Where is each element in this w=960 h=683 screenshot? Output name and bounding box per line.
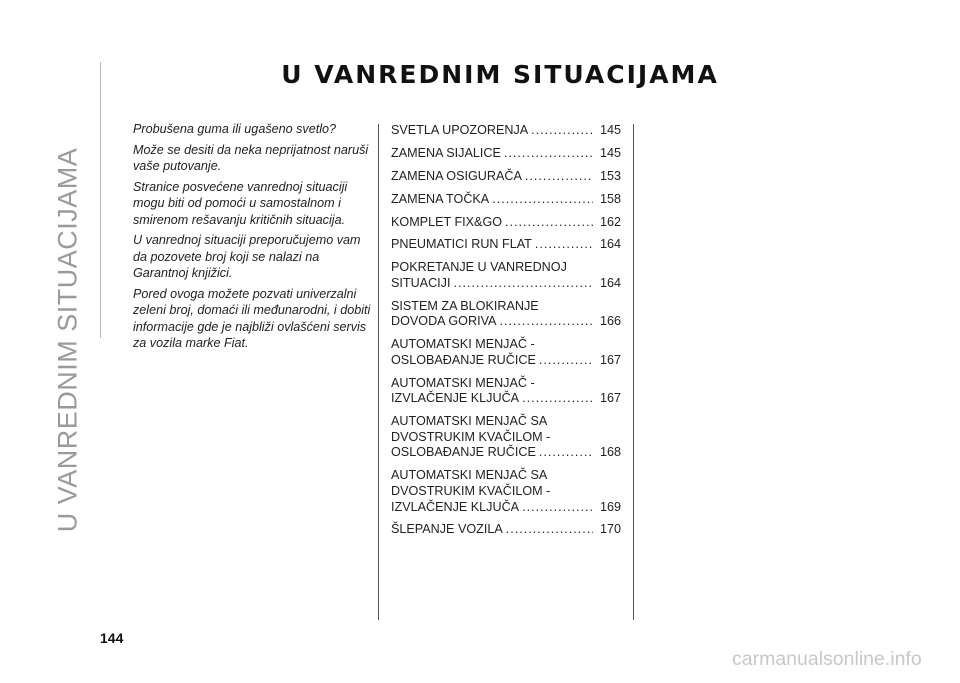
toc-page-number: 167 xyxy=(599,391,621,406)
toc-leader-dots xyxy=(539,445,593,461)
toc-entry-title-line: IZVLAČENJE KLJUČA xyxy=(391,391,520,406)
toc-leader-dots xyxy=(535,237,593,253)
toc-entry-title-line: POKRETANJE U VANREDNOJ xyxy=(391,260,567,275)
toc-leader-dots xyxy=(499,314,593,330)
toc-entry-title-line: SISTEM ZA BLOKIRANJE xyxy=(391,298,539,313)
intro-paragraph: U vanrednoj situaciji preporučujemo vam da pozovete broj koji se nalazi na Garantnoj knjižici. xyxy=(133,233,361,280)
toc-entry[interactable] xyxy=(391,414,621,461)
toc-entry-row xyxy=(391,500,621,516)
toc-entry-title-line: AUTOMATSKI MENJAČ - xyxy=(391,337,535,352)
side-divider xyxy=(100,62,101,338)
toc-page-number: 153 xyxy=(599,168,621,183)
toc-entry-row xyxy=(391,314,621,330)
intro-text xyxy=(133,121,373,356)
toc-entry-title-line: AUTOMATSKI MENJAČ SA xyxy=(391,468,548,483)
toc-entry-title-line: AUTOMATSKI MENJAČ SA xyxy=(391,414,548,429)
toc-leader-dots xyxy=(453,276,593,292)
intro-paragraph: Probušena guma ili ugašeno svetlo? xyxy=(133,122,337,136)
page-title: U VANREDNIM SITUACIJAMA xyxy=(281,60,719,89)
toc-page-number: 170 xyxy=(599,522,621,537)
toc-leader-dots xyxy=(504,146,593,162)
toc-entry-title-line: ZAMENA OSIGURAČA xyxy=(391,168,522,183)
toc-leader-dots xyxy=(539,353,593,369)
toc-entry[interactable] xyxy=(391,169,621,185)
side-section-title: U VANREDNIM SITUACIJAMA xyxy=(52,147,83,533)
watermark: carmanualsonline.info xyxy=(732,648,922,670)
toc-entry-title-line: OSLOBAĐANJE RUČICE xyxy=(391,445,536,460)
toc-leader-dots xyxy=(505,215,593,231)
toc-entry-title-line: AUTOMATSKI MENJAČ - xyxy=(391,375,535,390)
toc-leader-dots xyxy=(522,391,593,407)
toc-page-number: 164 xyxy=(599,275,621,290)
toc-entry-row xyxy=(391,146,621,162)
toc-entry-title-line: ZAMENA SIJALICE xyxy=(391,145,501,160)
toc-entry-title-line: DVOSTRUKIM KVAČILOM - xyxy=(391,429,551,444)
toc-page-number: 145 xyxy=(599,145,621,160)
toc-entry-row xyxy=(391,522,621,538)
toc-entry[interactable] xyxy=(391,468,621,515)
toc-page-number: 162 xyxy=(599,214,621,229)
toc-entry[interactable] xyxy=(391,260,621,291)
toc-entry[interactable] xyxy=(391,146,621,162)
intro-paragraph: Stranice posvećene vanrednoj situaciji mogu biti od pomoći u samostalnom i smirenom rešavanju kritičnih situacija. xyxy=(133,179,348,227)
toc-leader-dots xyxy=(525,169,593,185)
toc-entry-title-line: IZVLAČENJE KLJUČA xyxy=(391,499,520,514)
toc-entry-row xyxy=(391,169,621,185)
toc-page-number: 168 xyxy=(599,445,621,460)
toc-entry-row xyxy=(391,276,621,292)
toc-leader-dots xyxy=(492,192,593,208)
intro-paragraph: Može se desiti da neka neprijatnost naruši vaše putovanje. xyxy=(133,142,369,173)
toc-page-number: 166 xyxy=(599,314,621,329)
table-of-contents xyxy=(391,123,621,545)
page-number: 144 xyxy=(100,630,124,646)
toc-page-number: 145 xyxy=(599,123,621,137)
toc-entry-title-line: SVETLA UPOZORENJA xyxy=(391,123,529,137)
toc-page-number: 158 xyxy=(599,191,621,206)
column-divider-right xyxy=(633,124,634,620)
toc-entry-row xyxy=(391,215,621,231)
toc-leader-dots xyxy=(506,522,593,538)
intro-paragraph: Pored ovoga možete pozvati univerzalni zeleni broj, domaći ili međunarodni, i dobiti informacije gde je najbliži ovlašćeni servis za vozila marke Fiat. xyxy=(133,286,371,350)
toc-entry-title-line: DVOSTRUKIM KVAČILOM - xyxy=(391,483,551,498)
toc-entry-row xyxy=(391,192,621,208)
toc-entry-row xyxy=(391,445,621,461)
toc-entry-title-line: ŠLEPANJE VOZILA xyxy=(391,522,503,537)
toc-entry-row xyxy=(391,237,621,253)
toc-entry[interactable] xyxy=(391,123,621,139)
toc-entry-title-line: OSLOBAĐANJE RUČICE xyxy=(391,352,536,367)
toc-leader-dots xyxy=(531,123,593,139)
toc-entry-title-line: DOVODA GORIVA xyxy=(391,314,497,329)
toc-page-number: 164 xyxy=(599,237,621,252)
toc-entry[interactable] xyxy=(391,299,621,330)
toc-entry[interactable] xyxy=(391,522,621,538)
toc-entry-row xyxy=(391,391,621,407)
toc-entry[interactable] xyxy=(391,376,621,407)
toc-entry-row xyxy=(391,353,621,369)
toc-entry-title-line: ZAMENA TOČKA xyxy=(391,191,490,206)
toc-entry[interactable] xyxy=(391,237,621,253)
toc-entry-title-line: SITUACIJI xyxy=(391,275,451,290)
toc-page-number: 169 xyxy=(599,499,621,514)
column-divider-left xyxy=(378,124,379,620)
toc-leader-dots xyxy=(522,500,593,516)
toc-page-number: 167 xyxy=(599,352,621,367)
toc-entry[interactable] xyxy=(391,192,621,208)
toc-entry-title-line: PNEUMATICI RUN FLAT xyxy=(391,237,532,252)
toc-entry[interactable] xyxy=(391,215,621,231)
toc-entry-row xyxy=(391,123,621,139)
toc-entry-title-line: KOMPLET FIX&GO xyxy=(391,214,503,229)
toc-entry[interactable] xyxy=(391,337,621,368)
